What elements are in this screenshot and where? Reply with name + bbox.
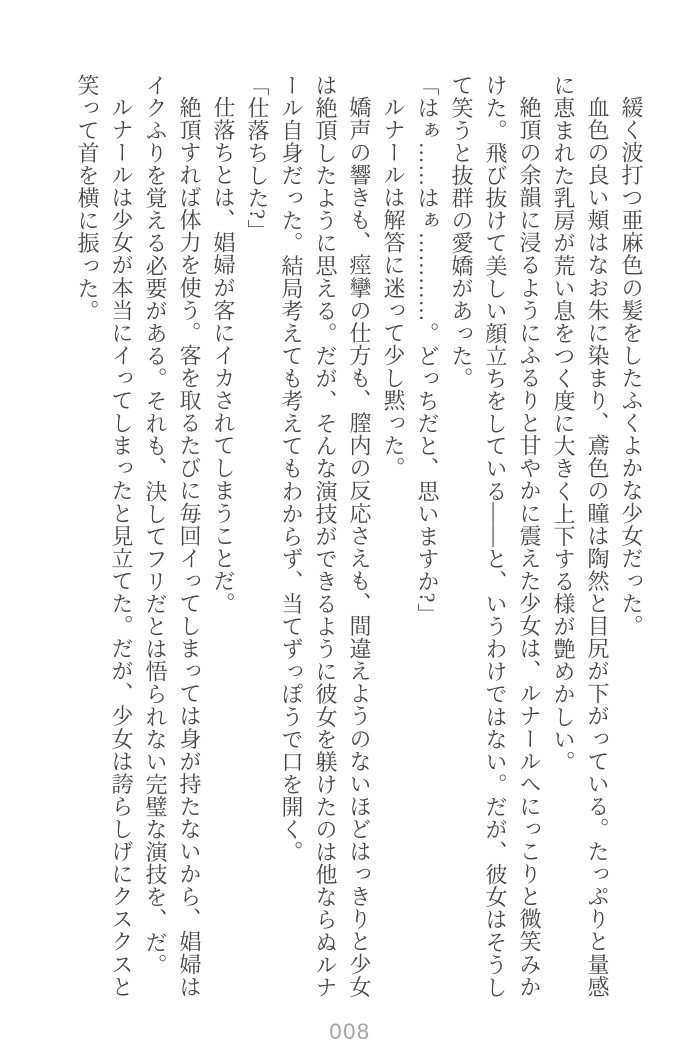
paragraph: 血色の良い頬はなお朱に染まり、鳶色の瞳は陶然と目尻が下がっている。たっぷりと量感に恵まれた乳房が荒い息をつく度に大きく上下する様が艶めかしい。 xyxy=(551,74,610,998)
paragraph: 嬌声の響きも、痙攣の仕方も、膣内の反応さえも、間違えようのないほどはっきりと少女は絶頂したように思える。だが、そんな演技ができるように彼女を躾けたのは他ならぬルナール自身だった。結局考えても考えてもわからず、当てずっぽうで口を開く。 xyxy=(279,74,372,999)
paragraph: 仕落ちとは、娼婦が客にイカされてしまうことだ。 xyxy=(211,96,236,615)
paragraph: 絶頂すれば体力を使う。客を取るたびに毎回イってしまっては身が持たないから、娼婦はイクふりを覚える必要がある。それも、決してフリだとは悟られない完璧な演技を、だ。 xyxy=(143,74,202,998)
paragraph: ルナールは少女が本当にイってしまったと見立てた。だが、少女は誇らしげにクスクスと笑って首を横に振った。 xyxy=(75,74,134,998)
paragraph: 緩く波打つ亜麻色の髪をしたふくよかな少女だった。 xyxy=(619,96,644,638)
paragraph-dialogue: 「はぁ……はぁ…………。どっちだと、思いますか?」 xyxy=(415,74,440,626)
body-text xyxy=(56,74,648,1004)
paragraph: ルナールは解答に迷って少し黙った。 xyxy=(381,96,406,480)
paragraph: 絶頂の余韻に浸るようにふるりと甘やかに震えた少女は、ルナールへにっこりと微笑みかけた。飛び抜けて美しい顔立ちをしている――と、いうわけではない。だが、彼女はそうして笑うと抜群の愛嬌があった。 xyxy=(449,74,542,999)
paragraph-dialogue: 「仕落ちした?」 xyxy=(245,74,270,243)
page-number: 008 xyxy=(329,1019,371,1044)
